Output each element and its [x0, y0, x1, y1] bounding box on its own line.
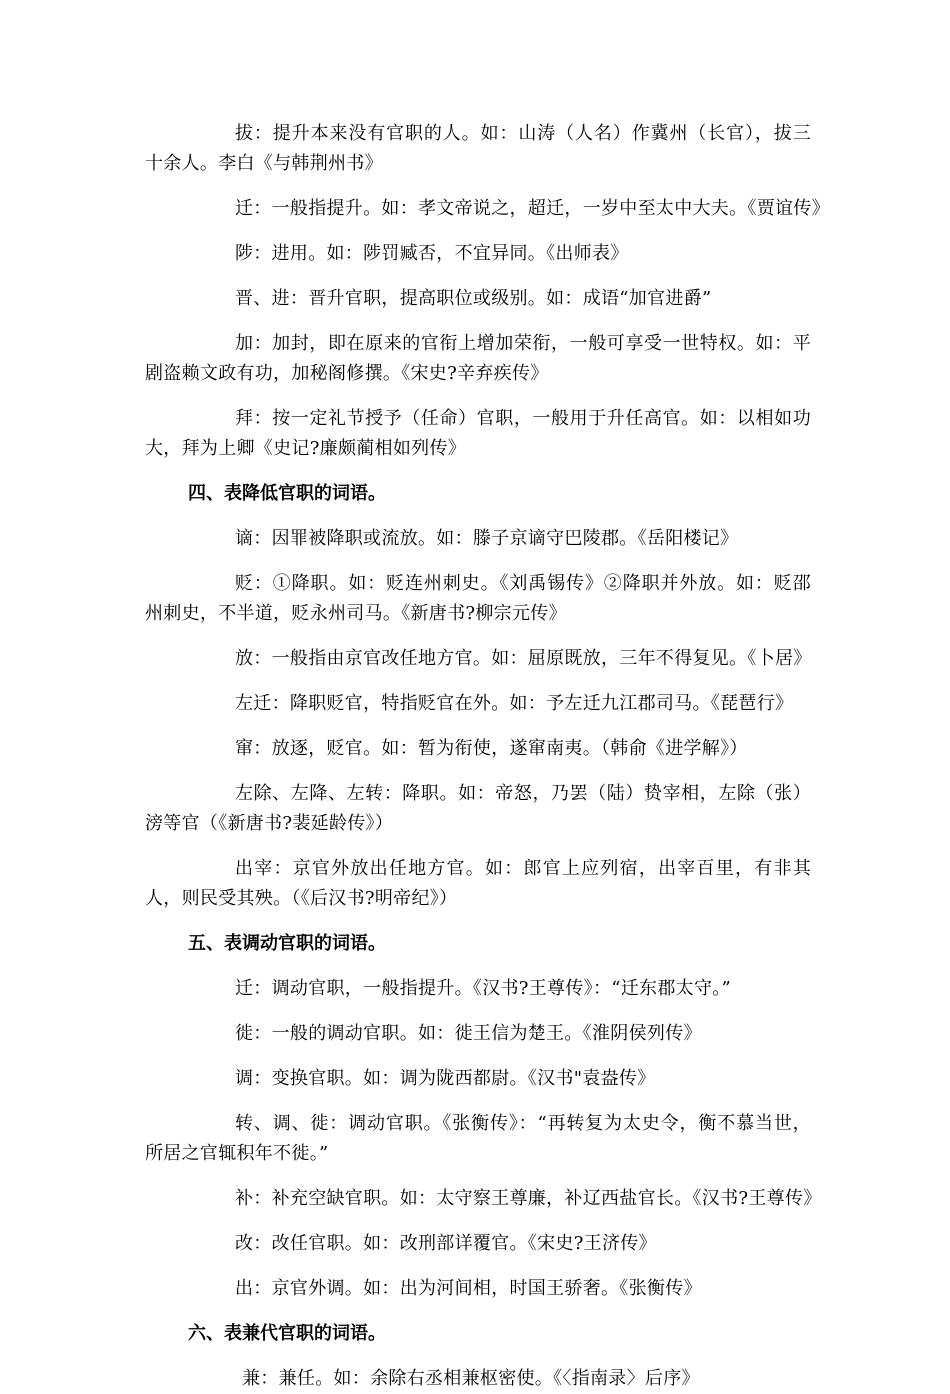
paragraph-ba: 拔：提升本来没有官职的人。如：山涛（人名）作冀州（长官），拔三十余人。李白《与韩荆州书》: [145, 123, 811, 174]
paragraph-xi: 徙：一般的调动官职。如：徙王信为楚王。《淮阴侯列传》: [235, 1023, 702, 1044]
paragraph-bian: 贬：①降职。如：贬连州刺史。《刘禹锡传》②降职并外放。如：贬邵州刺史，不半道，贬永州司马。《新唐书?柳宗元传》: [145, 573, 811, 624]
section-heading-6: 六、表兼代官职的词语。: [188, 1323, 386, 1344]
paragraph-zhe: 谪：因罪被降职或流放。如：滕子京谪守巴陵郡。《岳阳楼记》: [235, 528, 739, 549]
paragraph-zuoqian: 左迁：降职贬官，特指贬官在外。如：予左迁九江郡司马。《琵琶行》: [235, 693, 794, 714]
paragraph-cuan: 窜：放逐，贬官。如：暂为衔使，遂窜南夷。（韩俞《进学解》）: [235, 738, 748, 759]
paragraph-gai: 改：改任官职。如：改刑部详覆官。《宋史?王济传》: [235, 1233, 657, 1254]
paragraph-zuochu: 左除、左降、左转：降职。如：帝怒，乃罢（陆）贽宰相，左除（张）滂等官（《新唐书?裴延龄传》）: [145, 783, 811, 834]
paragraph-zhi: 陟：进用。如：陟罚臧否，不宜异同。《出师表》: [235, 243, 629, 264]
paragraph-zhuan: 转、调、徙：调动官职。《张衡传》：“再转复为太史令，衡不慕当世，所居之官辄积年不徙。”: [145, 1113, 811, 1164]
section-heading-5: 五、表调动官职的词语。: [188, 933, 386, 954]
section-heading-4: 四、表降低官职的词语。: [188, 483, 386, 504]
paragraph-jia: 加：加封，即在原来的官衔上增加荣衔，一般可享受一世特权。如：平剧盗赖文政有功，加秘阁修撰。《宋史?辛弃疾传》: [145, 333, 811, 384]
paragraph-chu: 出：京官外调。如：出为河间相，时国王骄奢。《张衡传》: [235, 1278, 702, 1299]
paragraph-jin: 晋、进：晋升官职，提高职位或级别。如：成语“加官进爵”: [235, 288, 712, 309]
paragraph-qian-2: 迁：调动官职，一般指提升。《汉书?王尊传》：“迁东郡太守。”: [235, 978, 732, 999]
paragraph-jian: 兼：兼任。如：余除右丞相兼枢密使。《〈指南录〉后序》: [242, 1368, 700, 1389]
paragraph-fang: 放：一般指由京官改任地方官。如：屈原既放，三年不得复见。《卜居》: [235, 648, 812, 669]
paragraph-bu: 补：补充空缺官职。如：太守察王尊廉，补辽西盐官长。《汉书?王尊传》: [235, 1188, 822, 1209]
paragraph-qian: 迁：一般指提升。如：孝文帝说之，超迁，一岁中至太中大夫。《贾谊传》: [235, 198, 830, 219]
paragraph-chuzai: 出宰：京官外放出任地方官。如：郎官上应列宿，出宰百里，有非其人，则民受其殃。（《后汉书?明帝纪》）: [145, 858, 811, 909]
paragraph-diao: 调：变换官职。如：调为陇西都尉。《汉书"袁盎传》: [235, 1068, 656, 1089]
paragraph-bai: 拜：按一定礼节授予（任命）官职，一般用于升任高官。如：以相如功大，拜为上卿《史记?廉颇蔺相如列传》: [145, 408, 811, 459]
